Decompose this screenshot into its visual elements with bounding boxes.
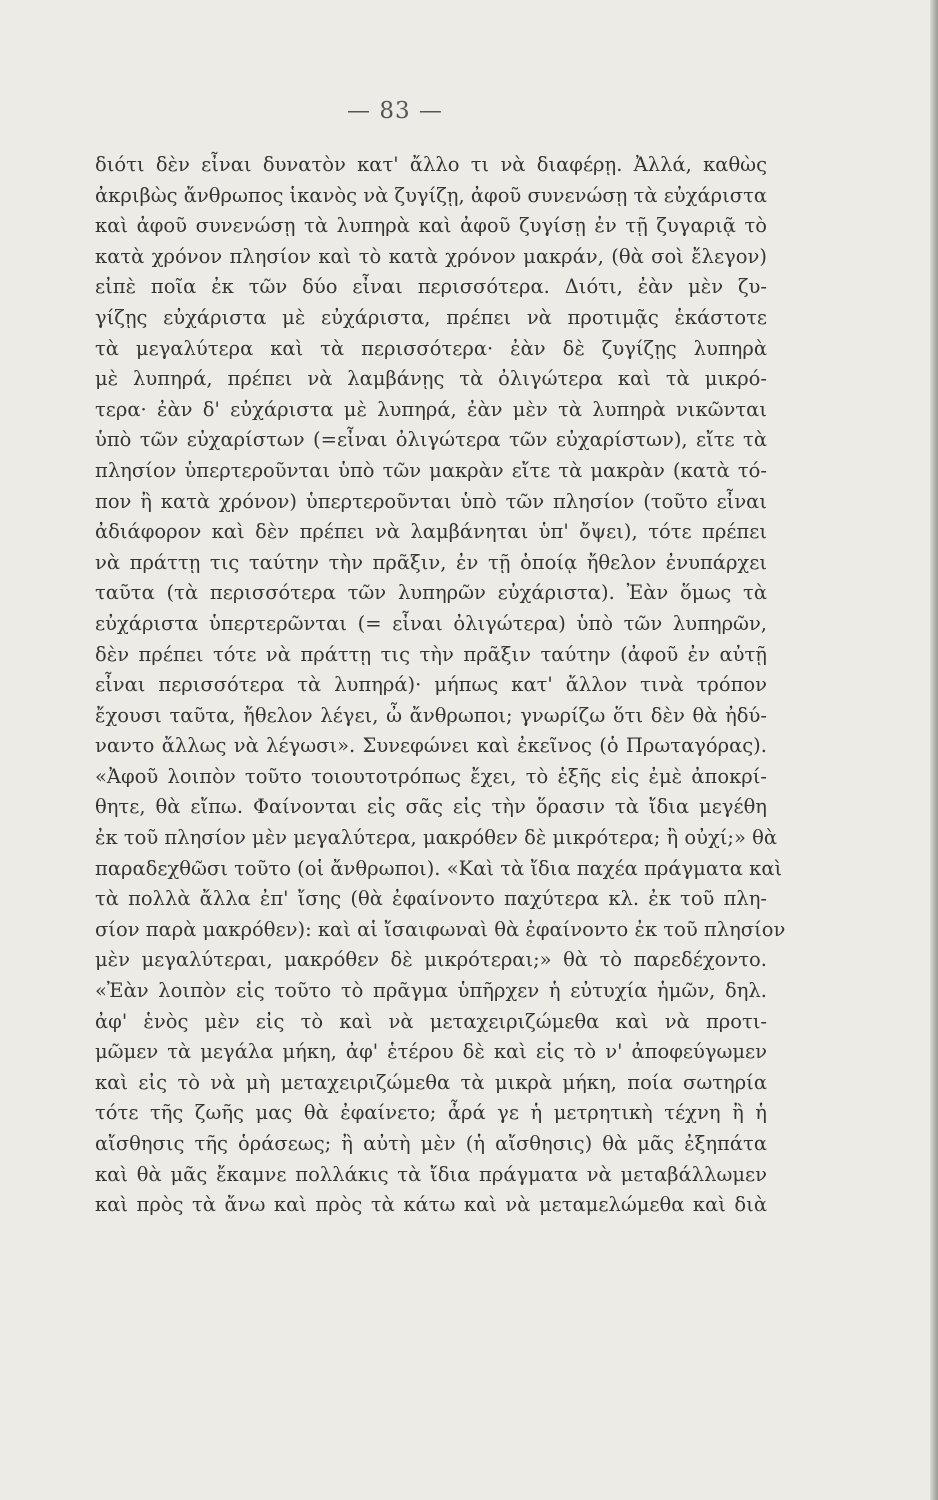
- text-line: ἀκριβὼς ἄνθρωπος ἱκανὸς νὰ ζυγίζῃ, ἀφοῦ συνενώσῃ τὰ εὐχάριστα: [95, 183, 768, 207]
- text-line: πλησίον ὑπερτεροῦνται ὑπὸ τῶν μακρὰν εἴτε τὰ μακρὰν (κατὰ τό-: [95, 458, 767, 482]
- body-text: [95, 150, 786, 1221]
- text-line: εὐχάριστα ὑπερτερῶνται (= εἶναι ὀλιγώτερα) ὑπὸ τῶν λυπηρῶν,: [95, 611, 767, 635]
- text-line: καὶ θὰ μᾶς ἔκαμνε πολλάκις τὰ ἴδια πράγματα νὰ μεταβάλλωμεν: [95, 1162, 767, 1186]
- text-line: μῶμεν τὰ μεγάλα μήκη, ἀφ' ἑτέρου δὲ καὶ εἰς τὸ ν' ἀποφεύγωμεν: [95, 1040, 767, 1064]
- text-line: αἴσθησις τῆς ὁράσεως; ἢ αὐτὴ μὲν (ἡ αἴσθησις) θὰ μᾶς ἐξηπάτα: [95, 1132, 767, 1155]
- text-line: καὶ εἰς τὸ νὰ μὴ μεταχειριζώμεθα τὰ μικρὰ μήκη, ποία σωτηρία: [95, 1070, 767, 1094]
- text-line: ἀδιάφορον καὶ δὲν πρέπει νὰ λαμβάνηται ὑπ' ὄψει), τότε πρέπει: [95, 520, 767, 544]
- text-line: πον ἢ κατὰ χρόνον) ὑπερτεροῦνται ὑπὸ τῶν πλησίον (τοῦτο εἶναι: [95, 489, 767, 513]
- text-line: ὑπὸ τῶν εὐχαρίστων (=εἶναι ὀλιγώτερα τῶν εὐχαρίστων), εἴτε τὰ: [95, 428, 767, 452]
- text-line: νὰ πράττῃ τις ταύτην τὴν πρᾶξιν, ἐν τῇ ὁποίᾳ ἤθελον ἐνυπάρχει: [95, 550, 767, 574]
- text-line: δὲν πρέπει τότε νὰ πράττῃ τις τὴν πρᾶξιν ταύτην (ἀφοῦ ἐν αὐτῇ: [95, 642, 767, 666]
- text-line: ταῦτα (τὰ περισσότερα τῶν λυπηρῶν εὐχάριστα). Ἐὰν ὅμως τὰ: [95, 581, 767, 605]
- text-line: εἰπὲ ποῖα ἐκ τῶν δύο εἶναι περισσότερα. Διότι, ἐὰν μὲν ζυ-: [95, 275, 767, 299]
- page-number: — 83 —: [347, 98, 443, 124]
- text-line: μὲ λυπηρά, πρέπει νὰ λαμβάνῃς τὰ ὀλιγώτερα καὶ τὰ μικρό-: [95, 367, 767, 391]
- text-line: ἔχουσι ταῦτα, ἤθελον λέγει, ὦ ἄνθρωποι; γνωρίζω ὅτι δὲν θὰ ἠδύ-: [95, 703, 767, 727]
- text-line: ἀφ' ἑνὸς μὲν εἰς τὸ καὶ νὰ μεταχειριζώμεθα καὶ νὰ προτι-: [95, 1009, 767, 1033]
- text-line: «Ἐὰν λοιπὸν εἰς τοῦτο τὸ πρᾶγμα ὑπῆρχεν ἡ εὐτυχία ἡμῶν, δηλ.: [95, 979, 767, 1003]
- text-line: «Ἀφοῦ λοιπὸν τοῦτο τοιουτοτρόπως ἔχει, τὸ ἑξῆς εἰς ἐμὲ ἀποκρί-: [95, 764, 767, 788]
- text-line: παραδεχθῶσι τοῦτο (οἱ ἄνθρωποι). «Καὶ τὰ ἴδια παχέα πράγματα καὶ: [95, 856, 783, 880]
- text-line: γίζῃς εὐχάριστα μὲ εὐχάριστα, πρέπει νὰ προτιμᾷς ἑκάστοτε: [95, 305, 767, 329]
- text-line: θητε, θὰ εἴπω. Φαίνονται εἰς σᾶς εἰς τὴν ὅρασιν τὰ ἴδια μεγέθη: [95, 795, 767, 819]
- text-line: καὶ πρὸς τὰ ἄνω καὶ πρὸς τὰ κάτω καὶ νὰ μεταμελώμεθα καὶ διὰ: [95, 1193, 767, 1217]
- text-line: ἐκ τοῦ πλησίον μὲν μεγαλύτερα, μακρόθεν δὲ μικρότερα; ἢ οὐχί;» θὰ: [95, 826, 778, 850]
- text-line: σίον παρὰ μακρόθεν): καὶ αἱ ἴσαιφωναὶ θὰ ἐφαίνοντο ἐκ τοῦ πλησίον: [95, 917, 786, 941]
- text-line: ναντο ἄλλως νὰ λέγωσι». Συνεφώνει καὶ ἐκεῖνος (ὁ Πρωταγόρας).: [95, 734, 767, 758]
- text-line: τότε τῆς ζωῆς μας θὰ ἐφαίνετο; ἆρά γε ἡ μετρητικὴ τέχνη ἢ ἡ: [95, 1101, 767, 1125]
- text-line: κατὰ χρόνον πλησίον καὶ τὸ κατὰ χρόνον μακράν, (θὰ σοὶ ἔλεγον): [95, 244, 767, 268]
- text-line: μὲν μεγαλύτεραι, μακρόθεν δὲ μικρότεραι;» θὰ τὸ παρεδέχοντο.: [95, 948, 767, 972]
- text-line: τὰ μεγαλύτερα καὶ τὰ περισσότερα· ἐὰν δὲ ζυγίζῃς λυπηρὰ: [95, 336, 767, 360]
- text-line: εἶναι περισσότερα τὰ λυπηρά)· μήπως κατ' ἄλλον τινὰ τρόπον: [95, 673, 767, 697]
- text-line: τὰ πολλὰ ἄλλα ἐπ' ἴσης (θὰ ἐφαίνοντο παχύτερα κλ. ἐκ τοῦ πλη-: [95, 887, 767, 911]
- text-line: διότι δὲν εἶναι δυνατὸν κατ' ἄλλο τι νὰ διαφέρῃ. Ἀλλά, καθὼς: [95, 153, 767, 176]
- page-edge-shadow: [930, 0, 938, 1500]
- text-line: καὶ ἀφοῦ συνενώσῃ τὰ λυπηρὰ καὶ ἀφοῦ ζυγίσῃ ἐν τῇ ζυγαριᾷ τὸ: [95, 214, 767, 238]
- text-line: τερα· ἐὰν δ' εὐχάριστα μὲ λυπηρά, ἐὰν μὲν τὰ λυπηρὰ νικῶνται: [95, 397, 767, 421]
